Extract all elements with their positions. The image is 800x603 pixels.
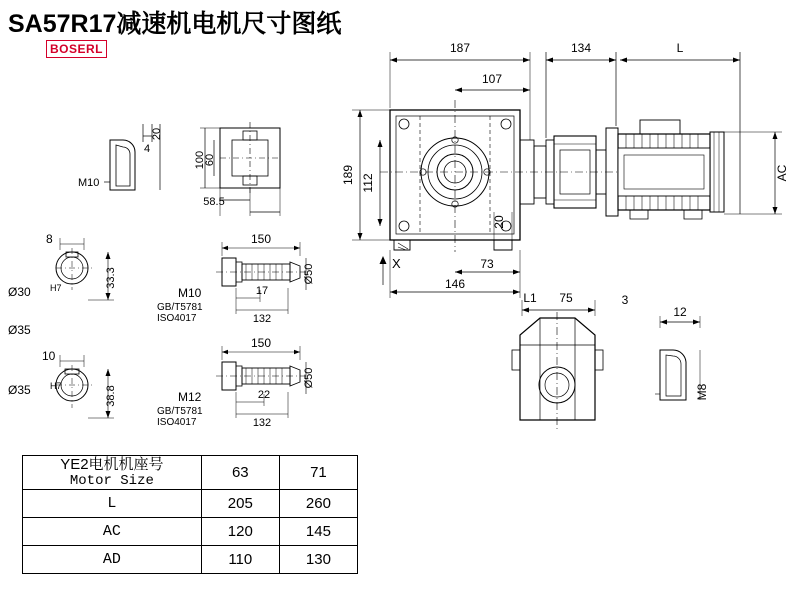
dim-AC: AC: [775, 164, 789, 182]
dim-75: 75: [559, 291, 573, 305]
table-header-label-en: Motor Size: [69, 473, 154, 490]
dim-key-width-10: 10: [42, 349, 56, 363]
bolt1-head-17: 17: [255, 285, 269, 297]
table-header-col-71: 71: [279, 456, 357, 490]
dim-shaft-dia-30: Ø30: [8, 285, 31, 299]
bolt1-std-gb: GB/T5781: [157, 302, 203, 313]
dim-L: L: [676, 41, 684, 55]
table-header-label-cn: YE2电机机座号: [60, 456, 164, 473]
bolt2-dia-50: Ø50: [303, 367, 315, 389]
bolt2-std-gb: GB/T5781: [157, 406, 203, 417]
table-row: [23, 490, 358, 518]
dim-20-vertical: 20: [492, 215, 506, 229]
thread-m10-keyway: M10: [78, 177, 100, 189]
bolt2-std-iso: ISO4017: [157, 417, 197, 428]
table-header-row: [23, 456, 358, 490]
table-row: [23, 546, 358, 574]
dim-60: 60: [204, 153, 216, 167]
row-ac-value-71: 145: [279, 518, 357, 546]
bolt1-thread-m10: M10: [178, 286, 202, 300]
dim-key-20: 20: [151, 127, 163, 141]
dim-146: 146: [444, 277, 466, 291]
bolt2-thread-m12: M12: [178, 390, 202, 404]
fit-h7-35: H7: [50, 381, 62, 391]
bolt-detail-1: [216, 242, 306, 314]
dim-189: 189: [341, 164, 355, 186]
dim-100: 100: [194, 150, 206, 170]
dim-key-width-8: 8: [46, 232, 53, 246]
dim-112: 112: [361, 173, 375, 193]
bolt1-length-150: 150: [250, 232, 272, 246]
dim-3: 3: [621, 293, 629, 307]
dim-187: 187: [449, 41, 471, 55]
row-label-l: L: [23, 490, 202, 518]
dim-73: 73: [480, 257, 494, 271]
row-label-ac: AC: [23, 518, 202, 546]
brand-logo: BOSERL: [46, 40, 107, 58]
dim-33-3: 33.3: [105, 267, 117, 289]
thread-m8: M8: [695, 383, 709, 401]
section-label-x: X: [392, 256, 401, 271]
bolt1-std-iso: ISO4017: [157, 313, 197, 324]
bolt2-length-150: 150: [250, 336, 272, 350]
bolt2-grip-132: 132: [252, 417, 272, 429]
row-ad-value-71: 130: [279, 546, 357, 574]
motor-view: [606, 120, 724, 219]
dim-12: 12: [673, 305, 687, 319]
gearbox-front-view: [380, 100, 534, 252]
row-ad-value-63: 110: [201, 546, 279, 574]
dim-107: 107: [481, 72, 503, 86]
dim-134: 134: [570, 41, 592, 55]
dim-key-4: 4: [143, 143, 151, 155]
table-header-col-63: 63: [201, 456, 279, 490]
row-ac-value-63: 120: [201, 518, 279, 546]
dim-38-8: 38.8: [105, 385, 117, 407]
row-label-ad: AD: [23, 546, 202, 574]
bolt1-dia-50: Ø50: [303, 263, 315, 285]
dim-shaft-dia-35: Ø35: [8, 383, 31, 397]
motor-size-table: [22, 455, 358, 574]
side-dimensions: [352, 110, 782, 298]
page-title: SA57R17减速机电机尺寸图纸: [8, 10, 342, 38]
dim-L1: L1: [523, 291, 537, 305]
bolt2-head-22: 22: [257, 389, 271, 401]
table-row: [23, 518, 358, 546]
section-x-view: [512, 300, 603, 430]
row-l-value-63: 205: [201, 490, 279, 518]
table-header-label: [23, 456, 202, 490]
dim-dia-35-plain: Ø35: [8, 323, 31, 337]
key-m8-detail: [655, 316, 700, 400]
bolt-detail-2: [216, 346, 306, 418]
bolt1-grip-132: 132: [252, 313, 272, 325]
dim-58-5-a: 58.5: [203, 196, 225, 208]
row-l-value-71: 260: [279, 490, 357, 518]
fit-h7-30: H7: [50, 283, 62, 293]
